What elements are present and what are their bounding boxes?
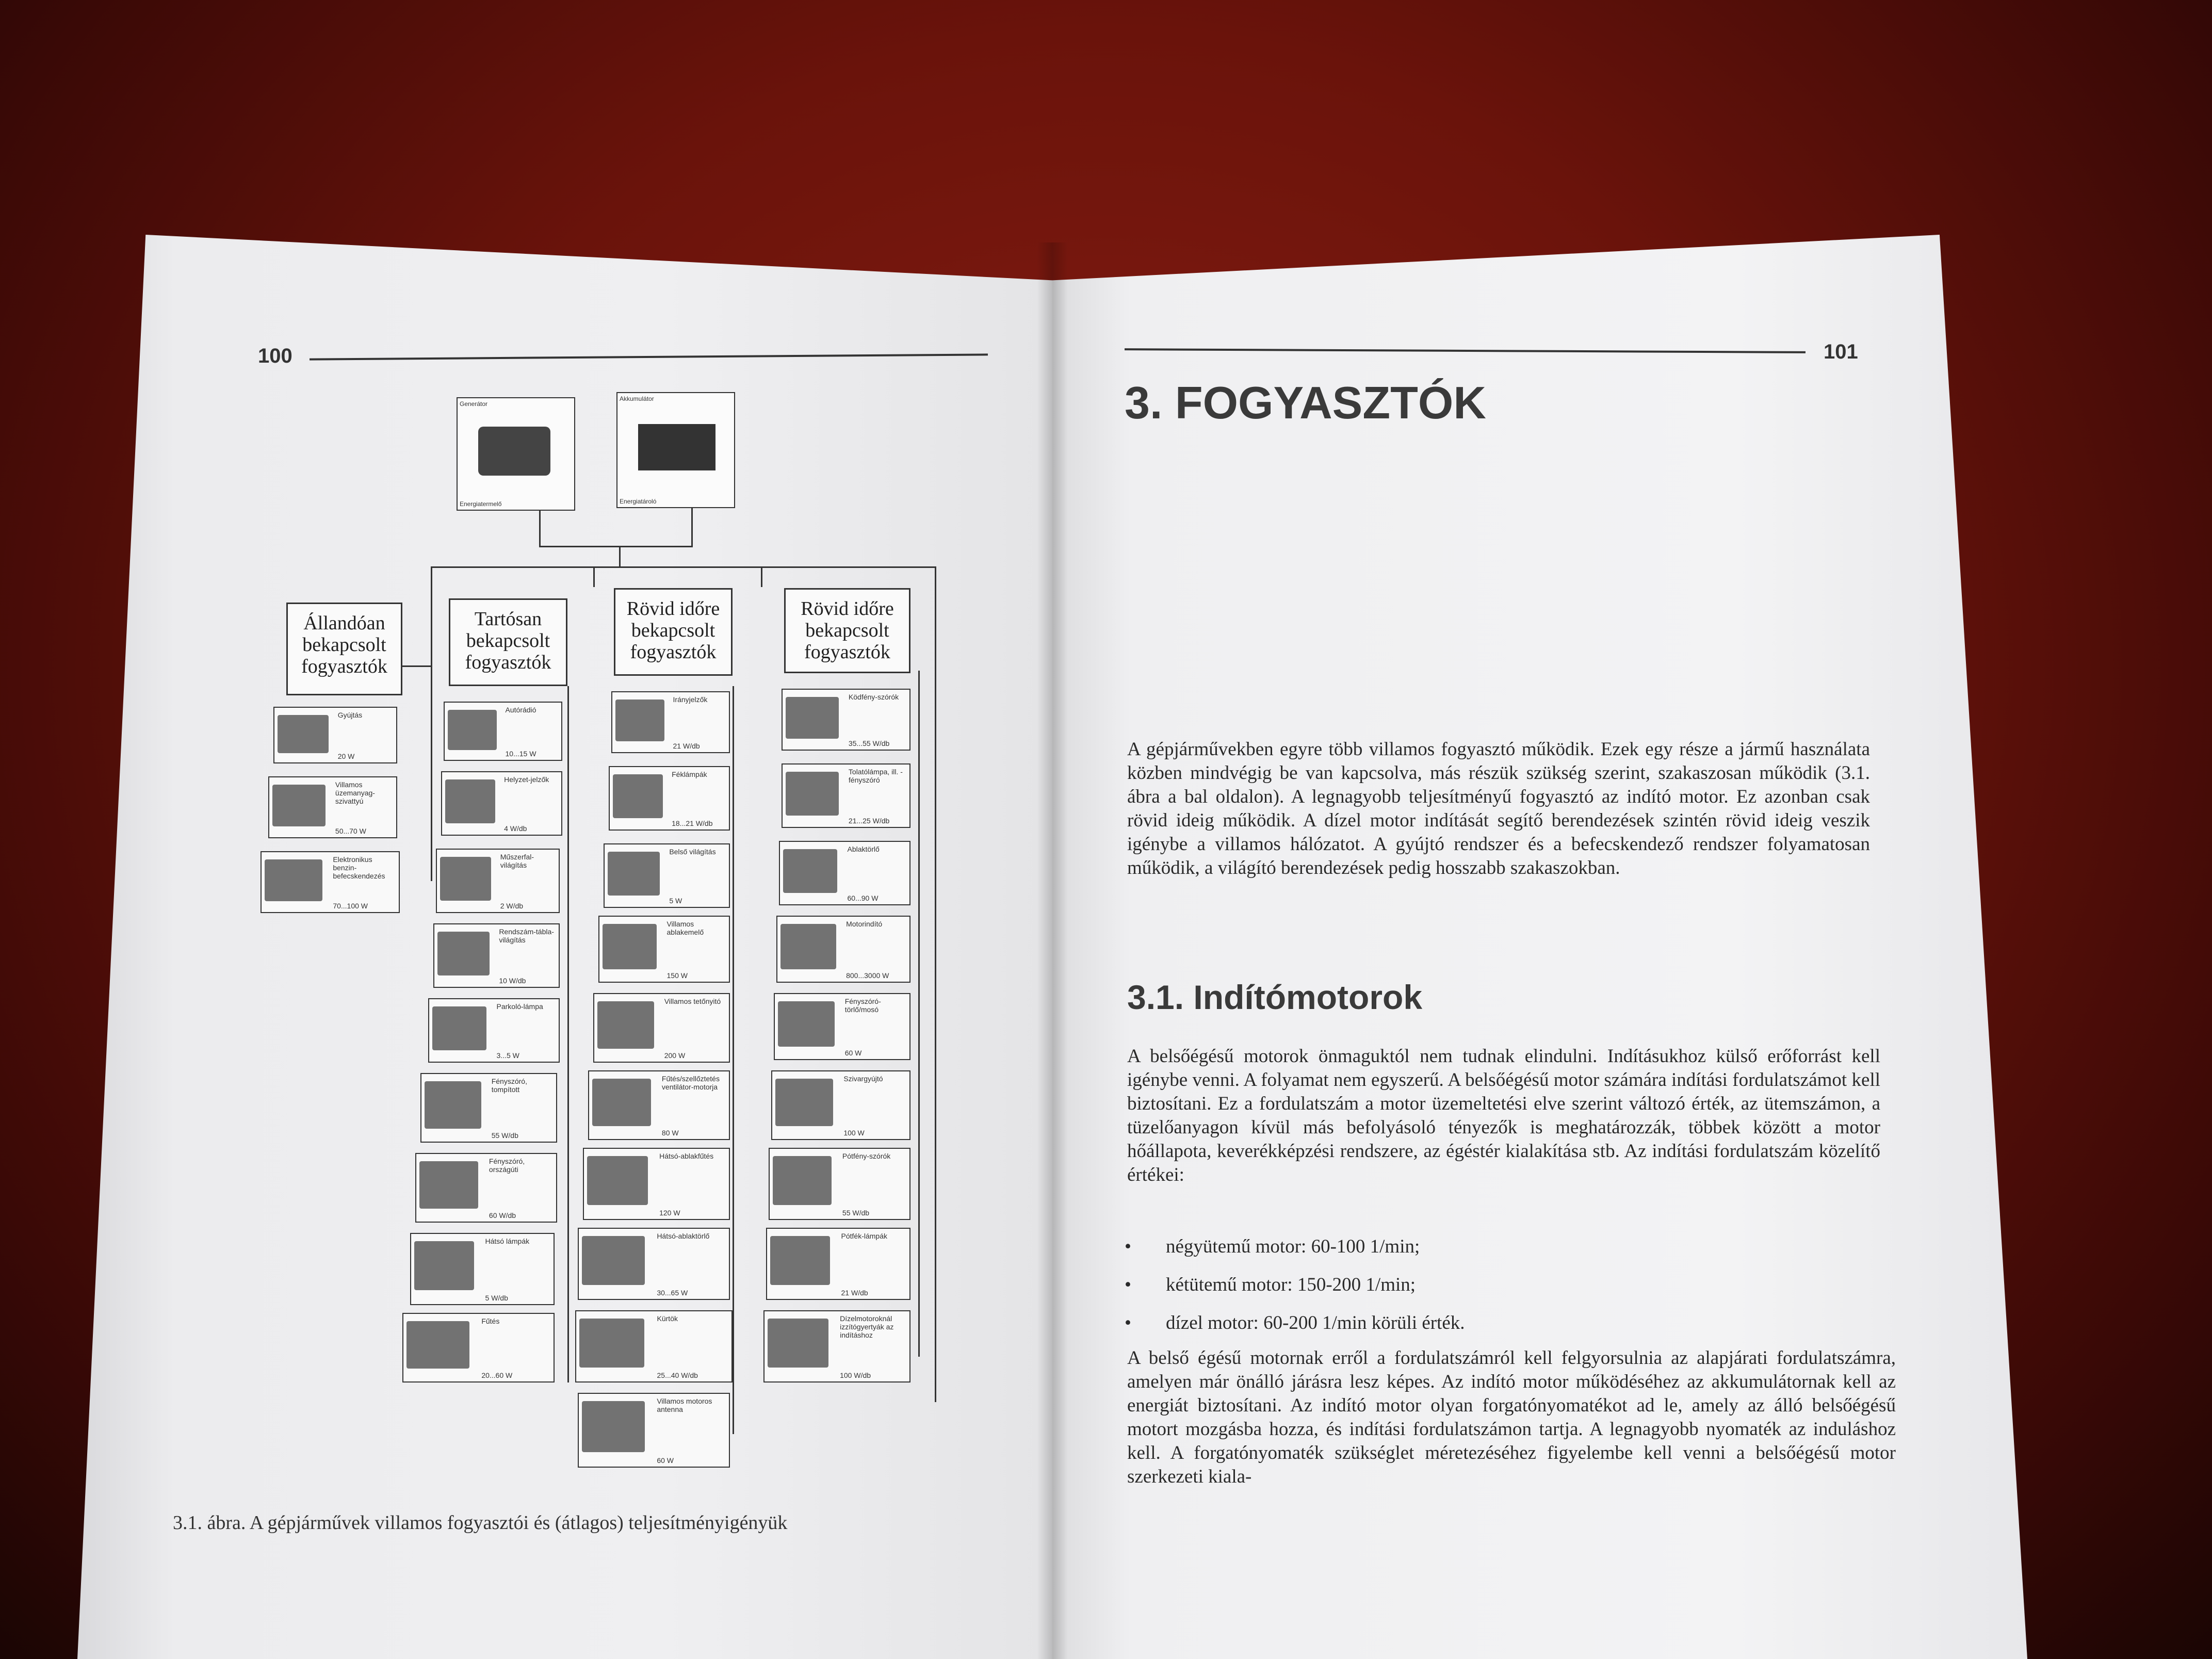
- consumer-item: Féklámpák 18...21 W/db: [609, 766, 730, 831]
- consumer-item: Dízelmotoroknál izzítógyertyák az indításhoz 100 W/db: [763, 1310, 910, 1382]
- figure-caption: 3.1. ábra. A gépjárművek villamos fogyasztói és (átlagos) teljesítményigényük: [173, 1512, 788, 1534]
- generator-icon: [478, 427, 550, 476]
- battery-icon: [638, 424, 715, 470]
- bullet-list: [1166, 1228, 1465, 1342]
- consumer-item: Villamos motoros antenna 60 W: [578, 1393, 730, 1468]
- consumer-item: Fűtés 20...60 W: [402, 1313, 555, 1382]
- connector: [935, 566, 936, 1402]
- consumer-item: Hátsó-ablakfűtés 120 W: [583, 1148, 730, 1220]
- connector: [402, 665, 432, 667]
- consumer-item: Fényszóró, országúti 60 W/db: [415, 1153, 557, 1223]
- category-short-1: Rövid időre bekapcsolt fogyasztók: [614, 588, 733, 676]
- generator-sublabel: Energiatermelő: [460, 500, 502, 508]
- consumer-item: Szivargyújtó 100 W: [771, 1070, 910, 1140]
- battery-sublabel: Energiatároló: [620, 498, 657, 505]
- category-continuous: Tartósan bekapcsolt fogyasztók: [449, 598, 567, 686]
- consumer-item: Műszerfal-világítás 2 W/db: [436, 849, 560, 913]
- category-always-on: Állandóan bekapcsolt fogyasztók: [286, 603, 402, 695]
- consumer-item: Fűtés/szellőztetés ventilátor-motorja 80 W: [588, 1070, 730, 1140]
- battery-label: Akkumulátor: [620, 395, 654, 402]
- consumer-item: Autórádió 10...15 W: [444, 702, 562, 761]
- consumer-item: Ködfény-szórók 35...55 W/db: [782, 689, 910, 751]
- connector: [918, 671, 920, 1357]
- consumer-item: Villamos ablakemelő 150 W: [598, 916, 730, 983]
- bullet-item: • kétütemű motor: 150-200 1/min;: [1166, 1266, 1465, 1304]
- generator-label: Generátor: [460, 400, 488, 408]
- consumer-item: Elektronikus benzin-befecskendezés 70...100 W: [261, 851, 400, 913]
- consumer-item: Pótfék-lámpák 21 W/db: [766, 1228, 910, 1300]
- connector: [431, 603, 432, 881]
- consumer-item: Fényszóró-törlő/mosó 60 W: [774, 993, 910, 1060]
- consumer-item: Kürtök 25...40 W/db: [575, 1310, 733, 1382]
- connector: [619, 546, 621, 567]
- connector: [761, 566, 762, 587]
- consumer-item: Rendszám-tábla-világítás 10 W/db: [433, 923, 560, 988]
- consumer-item: Belső világítás 5 W: [604, 843, 730, 908]
- connector: [733, 686, 734, 1434]
- consumer-item: Villamos üzemanyag-szivattyú 50...70 W: [268, 776, 397, 838]
- intro-paragraph: A gépjárművekben egyre több villamos fogyasztó működik. Ezek egy része a jármű használata közben mindvégig be van kapcsolva, más részük szükség szerint, szakaszosan működik (3.1. ábra a bal oldalon). A legnagyobb teljesítményű fogyasztó az indító motor. Ez azonban csak rövid ideig működik. A dízel motor indítását segítő berendezések szintén rövid ideig veszik igénybe a villamos hálózatot. A gyújtó rendszer és a befecskendező rendszer folyamatosan működik, a világító berendezések pedig hosszabb szakaszokban.: [1127, 739, 1870, 879]
- body-paragraph-2: A belső égésű motornak erről a fordulatszámról kell felgyorsulnia az alapjárati fordulatszámra, amelyen már önálló járásra lesz képes. Az indító motor működéséhez az akkumulátornak kell az energiát biztosítani. Az indító motor olyan forgatónyomatékot ad le, amely az álló belsőégésű motort mozgásba hozza, és indítási fordulatszámon tartja. A legnagyobb nyomaték az induláshoz kell. A forgatónyomaték szükséglet méretezéséhez figyelembe kell venni a belsőégésű motor szerkezeti kiala-: [1127, 1347, 1896, 1487]
- chapter-title: 3. FOGYASZTÓK: [1125, 377, 1486, 428]
- battery-box: [616, 392, 735, 508]
- connector: [539, 511, 541, 547]
- consumer-item: Fényszóró, tompított 55 W/db: [420, 1073, 557, 1143]
- section-title: 3.1. Indítómotorok: [1127, 978, 1423, 1016]
- left-page-number: 100: [258, 345, 292, 367]
- bullet-item: • dízel motor: 60-200 1/min körüli érték.: [1166, 1304, 1465, 1342]
- consumer-item: Helyzet-jelzők 4 W/db: [441, 771, 562, 836]
- consumer-item: Ablaktörlő 60...90 W: [779, 841, 910, 905]
- generator-box: [457, 397, 575, 511]
- right-page-number: 101: [1824, 340, 1858, 363]
- consumer-item: Villamos tetőnyitó 200 W: [593, 993, 730, 1063]
- connector: [431, 566, 936, 568]
- category-short-2: Rövid időre bekapcsolt fogyasztók: [784, 588, 910, 673]
- connector: [539, 546, 693, 547]
- consumer-item: Hátsó-ablaktörlő 30...65 W: [578, 1228, 730, 1300]
- book-gutter: [1037, 242, 1068, 1659]
- consumer-item: Tolatólámpa, ill. -fényszóró 21...25 W/db: [782, 763, 910, 828]
- connector: [431, 566, 432, 603]
- connector: [691, 508, 693, 547]
- connector: [567, 686, 569, 1382]
- consumer-item: Pótfény-szórók 55 W/db: [769, 1148, 910, 1220]
- consumer-item: Hátsó lámpák 5 W/db: [410, 1233, 555, 1305]
- consumer-item: Irányjelzők 21 W/db: [611, 691, 730, 753]
- consumer-item: Gyújtás 20 W: [273, 707, 397, 763]
- consumer-item: Parkoló-lámpa 3...5 W: [428, 998, 560, 1063]
- bullet-item: • négyütemű motor: 60-100 1/min;: [1166, 1228, 1465, 1266]
- consumer-item: Motorindító 800...3000 W: [776, 916, 910, 983]
- connector: [593, 566, 595, 587]
- body-paragraph-1: A belsőégésű motorok önmaguktól nem tudnak elindulni. Indításukhoz külső erőforrást kell igénybe venni. A folyamat nem egyszerű. A belsőégésű motor számára indítási fordulatszámot kell biztosítani. Ez a fordulatszám a motor üzemeltetési elve szerint változó érték, az ütemszámon, a tüzelőanyagon kívül más befolyásoló tényezők is meghatározzák, többek között a motor hőállapota, keverékképzési rendszere, az égéstér kialakítása stb. Az indítási fordulatszám közelítő értékei:: [1127, 1046, 1880, 1185]
